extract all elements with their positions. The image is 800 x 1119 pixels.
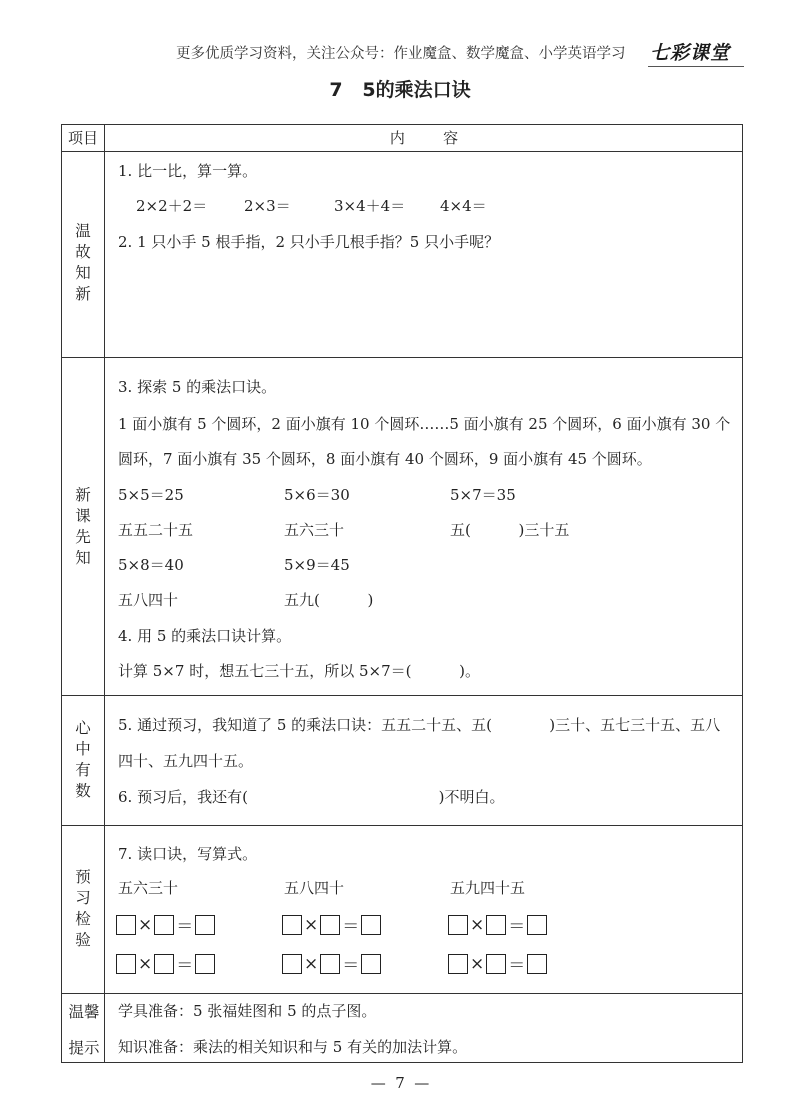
question-2: 2. 1 只小手 5 根手指，2 只小手几根手指？5 只小手呢？ <box>118 233 500 251</box>
row-divider <box>62 993 742 994</box>
equation: 5×8＝40 <box>118 556 184 574</box>
q1-expression: 2×2＋2＝ <box>136 197 208 215</box>
answer-box[interactable] <box>195 915 215 935</box>
q7-answer-row: × ＝ <box>116 951 215 976</box>
q3-text-line2: 圆环，7 面小旗有 35 个圆环，8 面小旗有 40 个圆环，9 面小旗有 45 个圆环。 <box>118 450 652 468</box>
answer-box[interactable] <box>448 954 468 974</box>
answer-box[interactable] <box>195 954 215 974</box>
q7-answer-row: × ＝ <box>448 951 547 976</box>
section-label-mind: 心 中 有 数 <box>75 719 91 800</box>
question-1-title: 1. 比一比，算一算。 <box>118 162 258 180</box>
question-4-title: 4. 用 5 的乘法口诀计算。 <box>118 627 292 645</box>
q7-rhyme: 五八四十 <box>284 879 345 897</box>
question-7-title: 7. 读口诀，写算式。 <box>118 845 258 863</box>
question-5-line1[interactable]: 5. 通过预习，我知道了 5 的乘法口诀：五五二十五、五( )三十、五七三十五、五八 <box>118 716 721 734</box>
q1-expression: 3×4＋4＝ <box>334 197 406 215</box>
answer-box[interactable] <box>116 954 136 974</box>
rhyme-fill-blank[interactable]: 五( )三十五 <box>450 521 570 539</box>
question-4-text[interactable]: 计算 5×7 时，想五七三十五，所以 5×7＝( )。 <box>118 662 481 680</box>
answer-box[interactable] <box>116 915 136 935</box>
tips-line-1: 学具准备：5 张福娃图和 5 的点子图。 <box>118 1002 377 1020</box>
row-divider <box>62 695 742 696</box>
equation: 5×7＝35 <box>450 486 516 504</box>
row-divider <box>62 825 742 826</box>
q7-rhyme: 五六三十 <box>118 879 179 897</box>
answer-box[interactable] <box>486 954 506 974</box>
column-header-item: 项目 <box>67 129 98 147</box>
answer-box[interactable] <box>154 954 174 974</box>
answer-box[interactable] <box>486 915 506 935</box>
q1-expression: 2×3＝ <box>244 197 291 215</box>
q7-rhyme: 五九四十五 <box>450 879 526 897</box>
section-label-review: 温 故 知 新 <box>75 222 91 303</box>
rhyme: 五六三十 <box>284 521 345 539</box>
q7-answer-row: × ＝ <box>282 951 381 976</box>
page-title: 7 5的乘法口诀 <box>329 79 471 101</box>
column-divider <box>104 125 105 1062</box>
answer-box[interactable] <box>361 915 381 935</box>
equation: 5×6＝30 <box>284 486 350 504</box>
brand-logo: 七彩课堂 <box>650 42 731 64</box>
row-divider <box>62 357 742 358</box>
q7-answer-row: × ＝ <box>282 912 381 937</box>
answer-box[interactable] <box>448 915 468 935</box>
answer-box[interactable] <box>361 954 381 974</box>
section-label-tips-2: 提示 <box>68 1039 100 1057</box>
tips-line-2: 知识准备：乘法的相关知识和与 5 有关的加法计算。 <box>118 1038 468 1056</box>
rhyme: 五五二十五 <box>118 521 194 539</box>
q7-answer-row: × ＝ <box>116 912 215 937</box>
brand-underline <box>648 66 744 67</box>
rhyme: 五八四十 <box>118 591 179 609</box>
answer-box[interactable] <box>154 915 174 935</box>
answer-box[interactable] <box>527 915 547 935</box>
section-label-tips-1: 温馨 <box>68 1003 100 1021</box>
question-3-title: 3. 探索 5 的乘法口诀。 <box>118 378 277 396</box>
column-header-content: 内 容 <box>389 129 459 147</box>
equation: 5×5＝25 <box>118 486 184 504</box>
answer-box[interactable] <box>282 954 302 974</box>
rhyme-fill-blank[interactable]: 五九( ) <box>284 591 374 609</box>
row-divider <box>62 151 742 152</box>
answer-box[interactable] <box>282 915 302 935</box>
answer-box[interactable] <box>320 954 340 974</box>
question-6[interactable]: 6. 预习后，我还有( )不明白。 <box>118 788 505 806</box>
question-5-line2: 四十、五九四十五。 <box>118 752 254 770</box>
answer-box[interactable] <box>320 915 340 935</box>
worksheet-table <box>61 124 743 1063</box>
section-label-check: 预 习 检 验 <box>75 868 91 949</box>
section-label-newlesson: 新 课 先 知 <box>75 486 91 567</box>
q7-answer-row: × ＝ <box>448 912 547 937</box>
header-promo-note: 更多优质学习资料，关注公众号：作业魔盒、数学魔盒、小学英语学习 <box>176 46 626 62</box>
answer-box[interactable] <box>527 954 547 974</box>
page-number: — 7 — <box>370 1074 430 1092</box>
equation: 5×9＝45 <box>284 556 350 574</box>
q1-expression: 4×4＝ <box>440 197 487 215</box>
q3-text-line1: 1 面小旗有 5 个圆环，2 面小旗有 10 个圆环……5 面小旗有 25 个圆环，6 面小旗有 30 个 <box>118 415 731 433</box>
